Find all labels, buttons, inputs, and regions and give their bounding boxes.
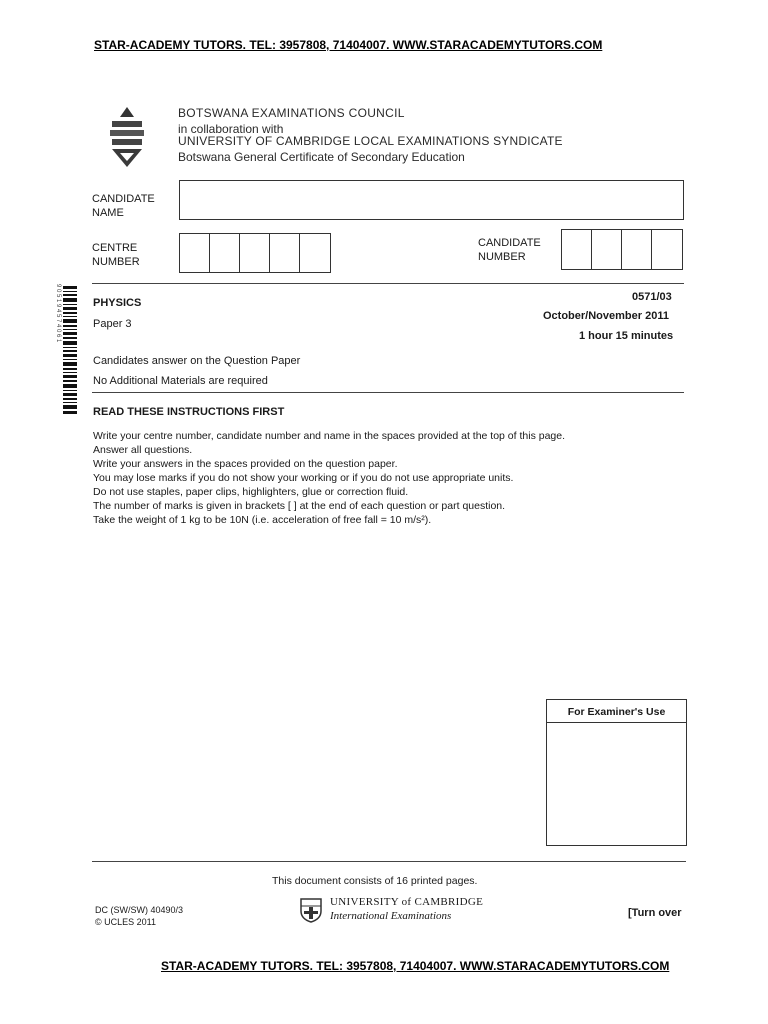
instruction-line: Do not use staples, paper clips, highlighters, glue or correction fluid.	[93, 486, 409, 498]
instruction-line: Write your centre number, candidate number and name in the spaces provided at the top of this page.	[93, 430, 566, 442]
cambridge-crest-icon	[299, 897, 323, 923]
materials-note: No Additional Materials are required	[93, 375, 268, 387]
exam-session: October/November 2011	[543, 310, 669, 322]
instruction-line: Write your answers in the spaces provided on the question paper.	[93, 458, 398, 470]
candidate-name-label-1: CANDIDATE	[92, 193, 155, 205]
instruction-line: Answer all questions.	[93, 444, 193, 456]
candidate-number-label-2: NUMBER	[478, 251, 526, 263]
candidate-number-cell[interactable]	[621, 229, 652, 270]
paper-number: Paper 3	[93, 318, 132, 330]
instruction-line: You may lose marks if you do not show your working or if you do not use appropriate units.	[93, 472, 514, 484]
examiner-use-title: For Examiner's Use	[547, 700, 686, 723]
centre-number-cell[interactable]	[179, 233, 210, 273]
centre-number-cell[interactable]	[209, 233, 240, 273]
centre-number-cell[interactable]	[269, 233, 300, 273]
candidate-name-label-2: NAME	[92, 207, 124, 219]
candidate-number-cell[interactable]	[651, 229, 683, 270]
centre-number-cell[interactable]	[299, 233, 331, 273]
candidate-name-field[interactable]	[179, 180, 684, 220]
council-name: BOTSWANA EXAMINATIONS COUNCIL	[178, 106, 405, 120]
candidate-number-cell[interactable]	[561, 229, 592, 270]
instruction-line: The number of marks is given in brackets [ ] at the end of each question or part question.	[93, 500, 506, 512]
collaboration-text: in collaboration with	[178, 122, 284, 136]
subject-title: PHYSICS	[93, 297, 142, 309]
top-banner: STAR-ACADEMY TUTORS. TEL: 3957808, 71404007. WWW.STARACADEMYTUTORS.COM	[94, 38, 603, 52]
cambridge-exams-name: International Examinations	[330, 910, 452, 922]
divider	[92, 861, 686, 862]
turn-over-note: [Turn over	[628, 907, 682, 919]
barcode-icon	[55, 284, 77, 416]
instruction-line: Take the weight of 1 kg to be 10N (i.e. acceleration of free fall = 10 m/s²).	[93, 514, 432, 526]
centre-number-label-2: NUMBER	[92, 256, 140, 268]
examiner-use-box	[546, 699, 687, 846]
candidate-number-cell[interactable]	[591, 229, 622, 270]
candidate-number-label-1: CANDIDATE	[478, 237, 541, 249]
cambridge-university-name: UNIVERSITY of CAMBRIDGE	[330, 896, 484, 908]
divider	[92, 283, 684, 284]
answer-note: Candidates answer on the Question Paper	[93, 355, 301, 367]
divider	[92, 392, 684, 393]
syndicate-name: UNIVERSITY OF CAMBRIDGE LOCAL EXAMINATIONS SYNDICATE	[178, 134, 563, 148]
bec-logo-icon	[104, 105, 150, 171]
instructions-heading: READ THESE INSTRUCTIONS FIRST	[93, 406, 285, 418]
bottom-banner: STAR-ACADEMY TUTORS. TEL: 3957808, 71404007. WWW.STARACADEMYTUTORS.COM	[161, 959, 670, 973]
exam-duration: 1 hour 15 minutes	[579, 330, 674, 342]
centre-number-cell[interactable]	[239, 233, 270, 273]
certificate-name: Botswana General Certificate of Secondary Education	[178, 150, 465, 164]
centre-number-label-1: CENTRE	[92, 242, 138, 254]
paper-code: 0571/03	[632, 291, 672, 303]
document-reference: DC (SW/SW) 40490/3	[95, 905, 184, 915]
page-count-note: This document consists of 16 printed pages.	[272, 875, 478, 887]
copyright-notice: © UCLES 2011	[95, 917, 156, 927]
barcode-digits: 9 0 5 1 9 4 5 7 4 0 6 1	[55, 284, 61, 343]
